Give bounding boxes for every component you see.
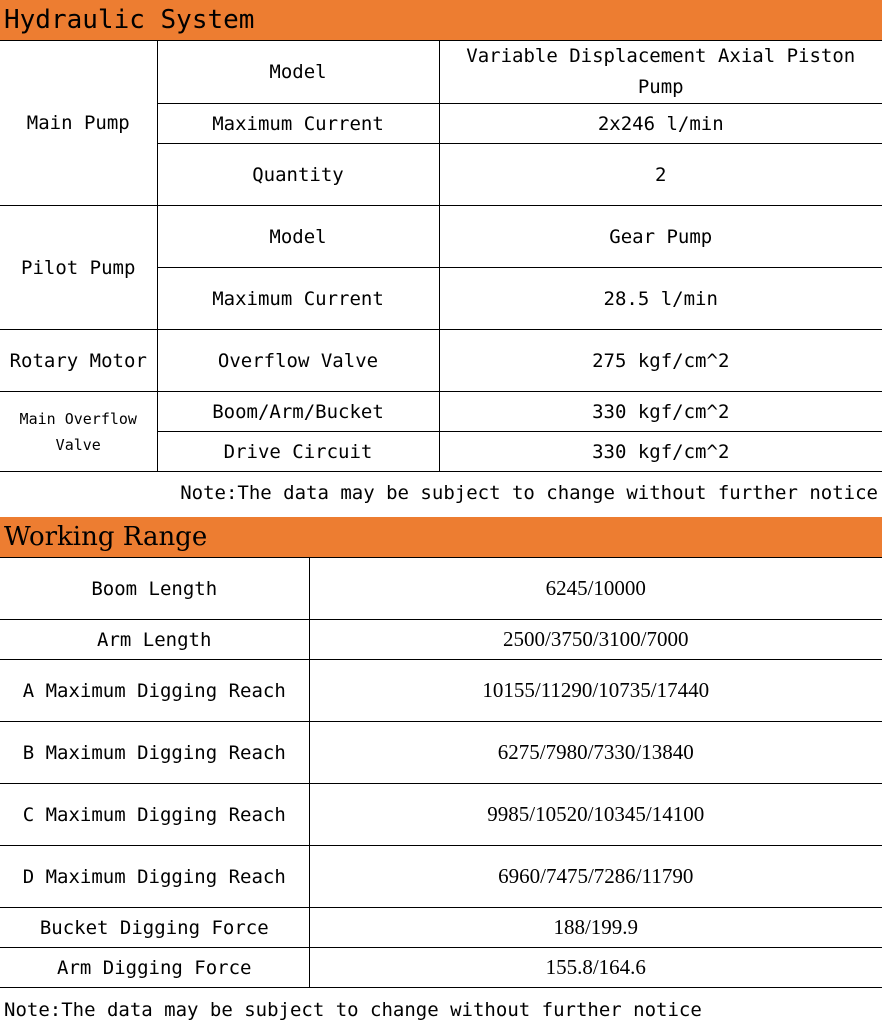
working-range-note: Note:The data may be subject to change without further notice xyxy=(4,999,702,1021)
row-value: 188/199.9 xyxy=(309,908,882,948)
main-overflow-boom-value: 330 kgf/cm^2 xyxy=(439,392,882,432)
table-row xyxy=(0,784,882,846)
hydraulic-system-title: Hydraulic System xyxy=(0,0,882,41)
row-value: 9985/10520/10345/14100 xyxy=(309,784,882,846)
table-row xyxy=(0,722,882,784)
hydraulic-note: Note:The data may be subject to change without further notice xyxy=(180,482,878,504)
table-row xyxy=(0,846,882,908)
main-overflow-valve-label: Main Overflow Valve xyxy=(0,392,157,472)
main-overflow-boom-label: Boom/Arm/Bucket xyxy=(157,392,439,432)
main-pump-model-label: Model xyxy=(157,41,439,104)
table-row xyxy=(0,620,882,660)
row-value: 10155/11290/10735/17440 xyxy=(309,660,882,722)
row-value: 6960/7475/7286/11790 xyxy=(309,846,882,908)
row-label: Arm Length xyxy=(0,620,309,660)
row-label: A Maximum Digging Reach xyxy=(0,660,309,722)
row-value: 155.8/164.6 xyxy=(309,948,882,988)
main-pump-label: Main Pump xyxy=(0,41,157,206)
pilot-pump-max-current-value: 28.5 l/min xyxy=(439,268,882,330)
table-row xyxy=(0,908,882,948)
row-value: 2500/3750/3100/7000 xyxy=(309,620,882,660)
main-pump-max-current-value: 2x246 l/min xyxy=(439,104,882,144)
table-row xyxy=(0,660,882,722)
main-pump-quantity-label: Quantity xyxy=(157,144,439,206)
rotary-motor-overflow-label: Overflow Valve xyxy=(157,330,439,392)
main-overflow-drive-value: 330 kgf/cm^2 xyxy=(439,432,882,472)
rotary-motor-overflow-value: 275 kgf/cm^2 xyxy=(439,330,882,392)
row-label: Boom Length xyxy=(0,558,309,620)
table-row xyxy=(0,948,882,988)
rotary-motor-label: Rotary Motor xyxy=(0,330,157,392)
working-range-title: Working Range xyxy=(0,517,882,558)
row-label: C Maximum Digging Reach xyxy=(0,784,309,846)
main-overflow-drive-label: Drive Circuit xyxy=(157,432,439,472)
pilot-pump-max-current-label: Maximum Current xyxy=(157,268,439,330)
row-label: B Maximum Digging Reach xyxy=(0,722,309,784)
pilot-pump-label: Pilot Pump xyxy=(0,206,157,330)
working-range-table xyxy=(0,557,882,988)
main-pump-model-value: Variable Displacement Axial Piston Pump xyxy=(439,41,882,104)
row-label: Bucket Digging Force xyxy=(0,908,309,948)
pilot-pump-model-label: Model xyxy=(157,206,439,268)
row-value: 6245/10000 xyxy=(309,558,882,620)
main-pump-max-current-label: Maximum Current xyxy=(157,104,439,144)
hydraulic-system-table xyxy=(0,40,882,472)
row-label: Arm Digging Force xyxy=(0,948,309,988)
main-pump-quantity-value: 2 xyxy=(439,144,882,206)
row-value: 6275/7980/7330/13840 xyxy=(309,722,882,784)
table-row xyxy=(0,558,882,620)
pilot-pump-model-value: Gear Pump xyxy=(439,206,882,268)
row-label: D Maximum Digging Reach xyxy=(0,846,309,908)
